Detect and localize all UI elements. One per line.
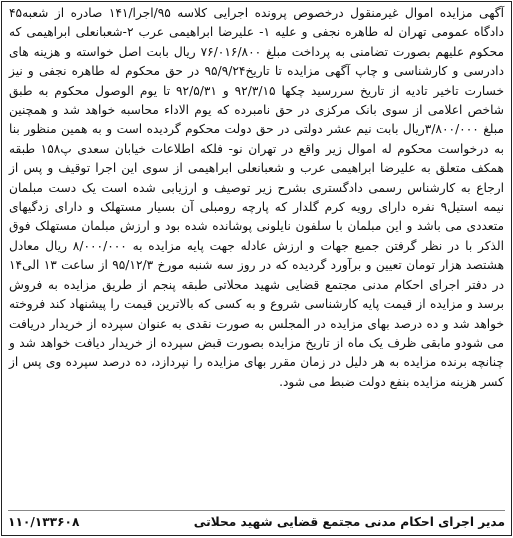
notice-body: آگهی مزایده اموال غیرمنقول درخصوص پرونده اجرایی کلاسه ۹۵/اجرا/۱۴۱ صادره از شعبه۴۵ دادگاه عمومی تهران له طاهره نجفی و علیه ۱- علیرضا ابراهیمی عرب ۲-شعبانعلی ابراهیمی که محکوم علیهم بصورت تضامنی به پرداخت مبلغ ۷۶/۰۱۶/۸۰۰ ریال بابت اصل خواسته و هزینه های دادرسی و کارشناسی و چاپ آگهی مزایده تا تاریخ۹۵/۹/۲۴ در حق محکوم له طاهره نجفی و نیز خسارت تاخیر تادیه از تاریخ سررسید چکها ۹۲/۳/۱۵ و ۹۲/۵/۳۱ تا یوم الوصول محکوم به طبق شاخص اعلامی از سوی بانک مرکزی در حق نامبرده که یوم الاداء محاسبه خواهد شد و همچنین مبلغ ۳/۸۰۰/۰۰۰ریال بابت نیم عشر دولتی در حق دولت محکوم گردیده است و به همین منظور بنا به درخواست محکوم له اموال زیر واقع در تهران نو- فلکه اطلاعات خیابان سعدی پ۱۵۸ طبقه همکف متعلق به علیرضا ابراهیمی عرب و شعبانعلی ابراهیمی از سوی این اجرا توقیف و پس از ارجاع به کارشناس رسمی دادگستری بشرح زیر توصیف و ارزیابی شده است یک دست مبلمان نیمه استیل۹ نفره دارای رویه کرم گلدار که پارچه رومبلی آن بسیار مستهلک و دارای زدگیهای متعددی می باشد و این مبلمان با سلفون نایلونی پوشانده شده بود و ارزش مبلمان مستهلک فوق الذکر با در نظر گرفتن جمیع جهات و ارزش عادله جهت پایه مزایده به ۸/۰۰۰/۰۰۰ ریال معادل هشتصد هزار تومان تعیین و برآورد گردیده که در روز سه شنبه مورخ ۹۵/۱۲/۳ از ساعت ۱۳ الی۱۴ در دفتر اجرای احکام مدنی مجتمع قضایی شهید محلاتی طبقه پنجم از طریق مزایده به فروش برسد و مزایده از قیمت پایه کارشناسی شروع و به کسی که بالاترین قیمت را پیشنهاد کند فروخته خواهد شد و ده درصد بهای مزایده در المجلس به صورت نقدی به عنوان سپرده از خریدار دریافت می شودو مابقی ظرف یک ماه از تاریخ مزایده بصورت قبض سپرده از خریدار دیافت خواهد شد و چنانچه برنده مزایده به هر دلیل در زمان مقرر بهای مزایده را نپردازد، ده درصد سپرده وی پس از کسر هزینه مزایده بنفع دولت ضبط می شود.: [9, 6, 505, 389]
notice-footer: [8, 510, 505, 533]
auction-notice: [1, 1, 512, 536]
signature-line: مدیر اجرای احکام مدنی مجتمع قضایی شهید محلاتی: [193, 515, 505, 529]
reference-number: ۱۱۰/۱۳۳۶۰۸: [8, 515, 80, 529]
